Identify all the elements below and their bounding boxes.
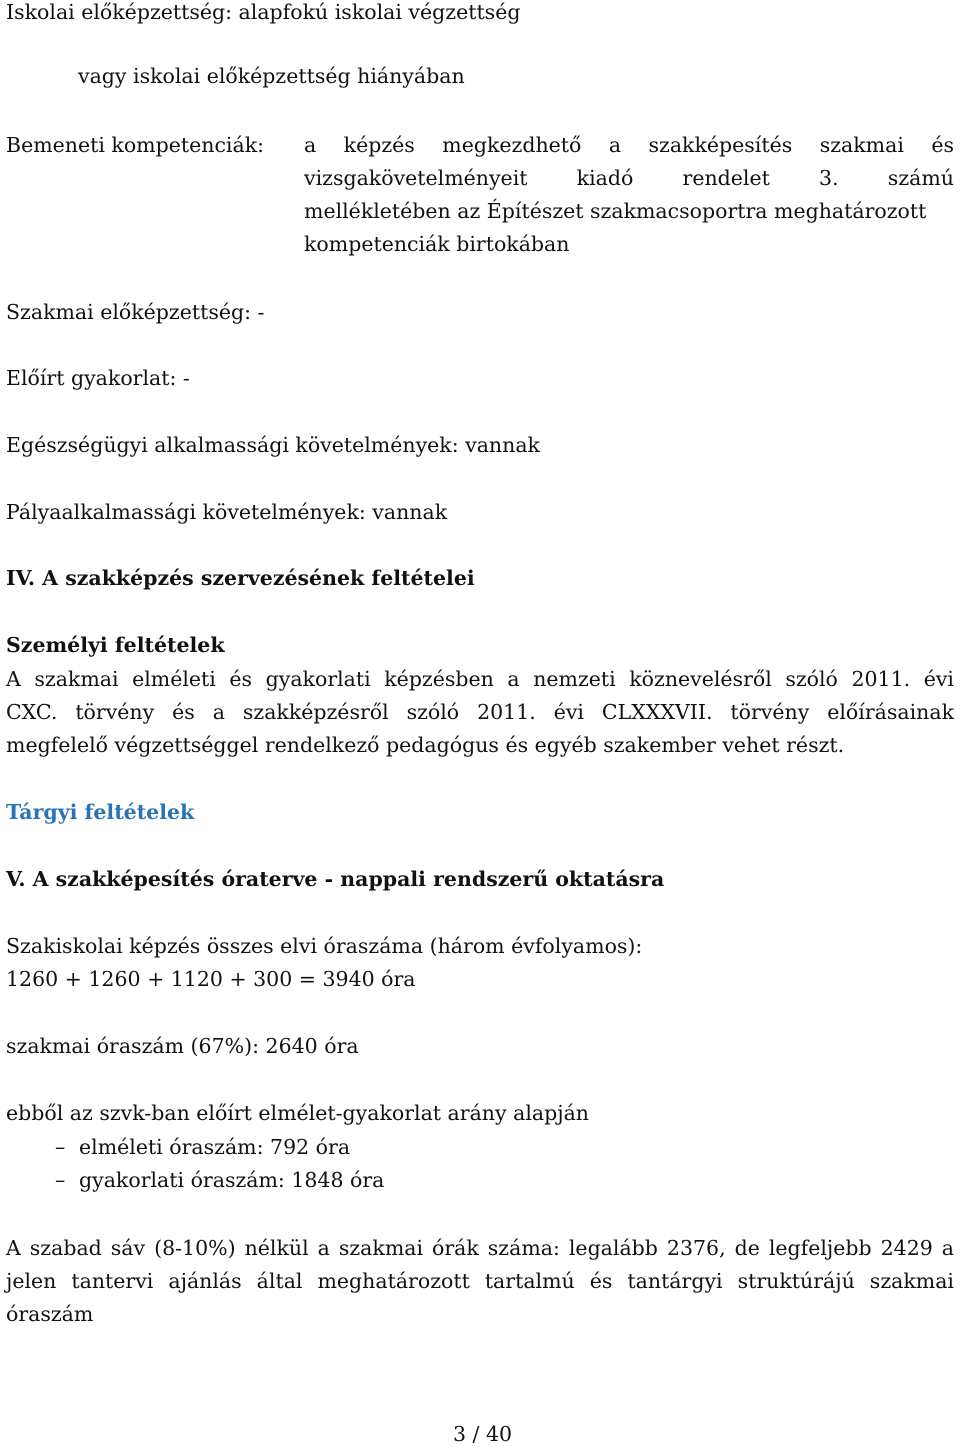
bemeneti-label: Bemeneti kompetenciák: — [6, 133, 265, 157]
szabad-sav-line-3: óraszám — [6, 1302, 94, 1326]
targyi-feltetelek-heading: Tárgyi feltételek — [6, 800, 195, 824]
szabad-sav-line-1: A szabad sáv (8-10%) nélkül a szakmai órák száma: legalább 2376, de legfeljebb 2429 a — [6, 1236, 954, 1260]
eloirt-gyakorlat: Előírt gyakorlat: - — [6, 366, 190, 390]
iskolai-elokepzettseg: Iskolai előképzettség: alapfokú iskolai végzettség — [6, 0, 521, 24]
list-item-elmeleti — [55, 1135, 350, 1160]
egeszsegugyi-kovetelmenyek: Egészségügyi alkalmassági követelmények: vannak — [6, 433, 540, 457]
gyakorlati-oraszam: gyakorlati óraszám: 1848 óra — [79, 1168, 385, 1192]
osszes-oraszam-value: 1260 + 1260 + 1120 + 300 = 3940 óra — [6, 967, 416, 991]
iskolai-elokepzettseg-alt: vagy iskolai előképzettség hiányában — [78, 64, 465, 88]
section-5-heading: V. A szakképesítés óraterve - nappali rendszerű oktatásra — [6, 867, 665, 891]
szemelyi-line-1: A szakmai elméleti és gyakorlati képzésben a nemzeti köznevelésről szóló 2011. évi — [6, 667, 954, 691]
list-item-gyakorlati — [55, 1168, 384, 1193]
bemeneti-line-2: vizsgakövetelményeit kiadó rendelet 3. számú — [304, 166, 954, 190]
dash-bullet-icon: – — [55, 1135, 66, 1159]
szemelyi-line-3: megfelelő végzettséggel rendelkező pedagógus és egyéb szakember vehet részt. — [6, 733, 845, 757]
szemelyi-line-2: CXC. törvény és a szakképzésről szóló 2011. évi CLXXXVII. törvény előírásainak — [6, 700, 954, 724]
section-4-heading: IV. A szakképzés szervezésének feltételei — [6, 566, 475, 590]
ebbol-arany: ebből az szvk-ban előírt elmélet-gyakorlat arány alapján — [6, 1101, 590, 1125]
page-number: 3 / 40 — [453, 1422, 513, 1446]
elmeleti-oraszam: elméleti óraszám: 792 óra — [79, 1135, 351, 1159]
bemeneti-line-3: mellékletében az Építészet szakmacsoportra meghatározott — [304, 199, 927, 223]
szemelyi-feltetelek-heading: Személyi feltételek — [6, 633, 225, 657]
osszes-oraszam-label: Szakiskolai képzés összes elvi óraszáma (három évfolyamos): — [6, 934, 643, 958]
dash-bullet-icon: – — [55, 1168, 66, 1192]
bemeneti-line-1: a képzés megkezdhető a szakképesítés szakmai és — [304, 133, 954, 157]
palyaalkalmassagi-kovetelmenyek: Pályaalkalmassági követelmények: vannak — [6, 500, 448, 524]
szakmai-oraszam: szakmai óraszám (67%): 2640 óra — [6, 1034, 359, 1058]
szakmai-elokepzettseg: Szakmai előképzettség: - — [6, 300, 265, 324]
bemeneti-line-4: kompetenciák birtokában — [304, 232, 570, 256]
szabad-sav-line-2: jelen tantervi ajánlás által meghatározott tartalmú és tantárgyi struktúrájú szakmai — [6, 1269, 954, 1293]
